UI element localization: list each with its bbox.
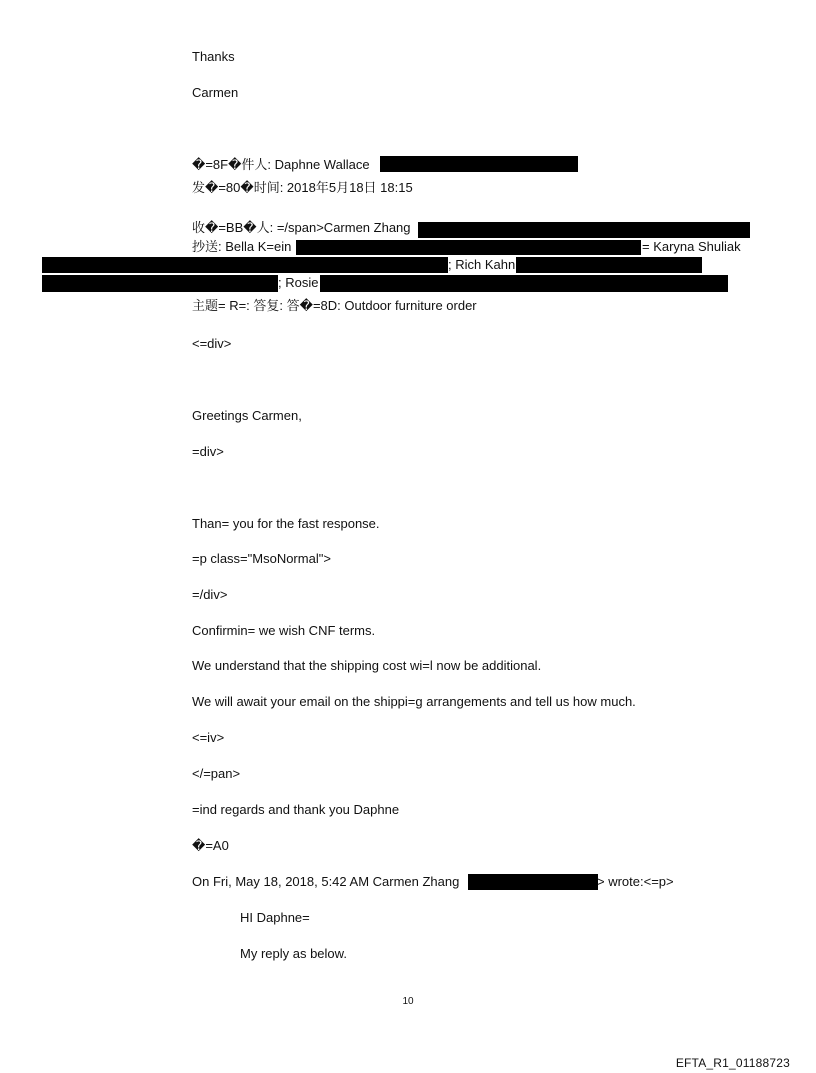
redaction-cc-line3-left bbox=[42, 275, 278, 292]
body-on-date: On Fri, May 18, 2018, 5:42 AM Carmen Zhang bbox=[192, 874, 460, 889]
page-number: 10 bbox=[402, 996, 414, 1007]
body-a0: �=A0 bbox=[192, 838, 229, 853]
closing-thanks: Thanks bbox=[192, 49, 235, 64]
quoted-reply: My reply as below. bbox=[240, 946, 347, 961]
redaction-to-email bbox=[418, 222, 750, 238]
closing-name: Carmen bbox=[192, 85, 239, 100]
body-iv: <=iv> bbox=[192, 730, 225, 745]
redaction-cc-bella bbox=[296, 240, 641, 255]
redaction-carmen-email bbox=[468, 874, 598, 890]
document-id: EFTA_R1_01188723 bbox=[675, 1056, 790, 1070]
header-cc-karyna: = Karyna Shuliak bbox=[642, 239, 741, 254]
header-sent: 发�=80�时间: 2018年5月18日 18:15 bbox=[192, 180, 413, 195]
header-to: 收�=BB�人: =/span>Carmen Zhang bbox=[192, 220, 411, 235]
quoted-hi: HI Daphne= bbox=[240, 910, 310, 925]
body-confirm: Confirmin= we wish CNF terms. bbox=[192, 623, 376, 638]
body-greeting: Greetings Carmen, bbox=[192, 408, 302, 423]
header-cc-rich: ; Rich Kahn bbox=[448, 257, 516, 272]
header-cc-rosie: ; Rosie bbox=[278, 275, 319, 290]
body-thanks-line: Than= you for the fast response. bbox=[192, 516, 380, 531]
body-div2: =div> bbox=[192, 444, 224, 459]
header-subject: 主题= R=: 答复: 答�=8D: Outdoor furniture order bbox=[192, 298, 477, 313]
header-from-text: �=8F�件人: Daphne Wallace bbox=[192, 157, 370, 172]
header-cc-start: 抄送: Bella K=ein bbox=[192, 239, 292, 254]
body-p-class: =p class="MsoNormal"> bbox=[192, 551, 331, 566]
redaction-cc-karyna-email bbox=[42, 257, 448, 273]
body-wrote: > wrote:<=p> bbox=[597, 874, 674, 889]
body-regards: =ind regards and thank you Daphne bbox=[192, 802, 400, 817]
redaction-cc-rich-email bbox=[516, 257, 702, 273]
redaction-from-email bbox=[380, 156, 578, 172]
body-div-open: <=div> bbox=[192, 336, 232, 351]
body-span: </=pan> bbox=[192, 766, 241, 781]
header-from bbox=[192, 157, 370, 173]
redaction-cc-rosie-email bbox=[320, 275, 728, 292]
body-shipping: We understand that the shipping cost wi=l now be additional. bbox=[192, 658, 542, 673]
body-await: We will await your email on the shippi=g arrangements and tell us how much. bbox=[192, 694, 636, 709]
body-div-close: =/div> bbox=[192, 587, 228, 602]
